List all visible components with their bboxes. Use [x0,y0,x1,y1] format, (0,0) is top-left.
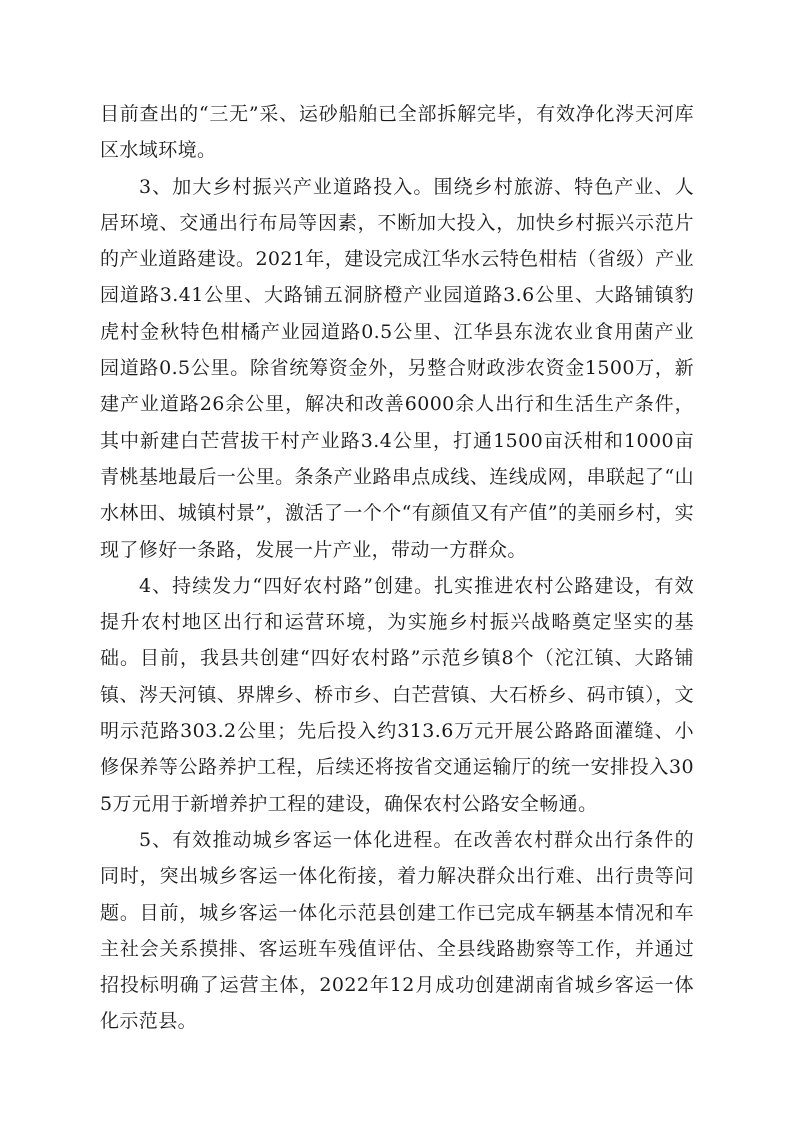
paragraph-continuation: 目前查出的“三无”采、运砂船舶已全部拆解完毕，有效净化涔天河库区水域环境。 [100,103,694,162]
paragraph-rural-roads: 4、持续发力“四好农村路”创建。扎实推进农村公路建设，有效提升农村地区出行和运营环境，为实施乡村振兴战略奠定坚实的基础。目前，我县共创建“四好农村路”示范乡镇8个（沱江镇、大路铺镇、涔天河镇、界牌乡、桥市乡、白芒营镇、大石桥乡、码市镇），文明示范路303.2公里；先后投入约313.6万元开展公路路面灌缝、小修保养等公路养护工程，后续还将按省交通运输厅的统一安排投入305万元用于新增养护工程的建设，确保农村公路安全畅通。 [100,574,694,815]
paragraph-passenger-transport: 5、有效推动城乡客运一体化进程。在改善农村群众出行条件的同时，突出城乡客运一体化衔接，着力解决群众出行难、出行贵等问题。目前，城乡客运一体化示范县创建工作已完成车辆基本情况和车主社会关系摸排、客运班车残值评估、全县线路勘察等工作，并通过招投标明确了运营主体，2022年12月成功创建湖南省城乡客运一体化示范县。 [100,828,694,1033]
document-body [100,96,694,1040]
paragraph-industrial-roads: 3、加大乡村振兴产业道路投入。围绕乡村旅游、特色产业、人居环境、交通出行布局等因素，不断加大投入，加快乡村振兴示范片的产业道路建设。2021年，建设完成江华水云特色柑桔（省级）产业园道路3.41公里、大路铺五洞脐橙产业园道路3.6公里、大路铺镇豹虎村金秋特色柑橘产业园道路0.5公里、江华县东泷农业食用菌产业园道路0.5公里。除省统筹资金外，另整合财政涉农资金1500万，新建产业道路26余公里，解决和改善6000余人出行和生活生产条件，其中新建白芒营拔干村产业路3.4公里，打通1500亩沃柑和1000亩青桃基地最后一公里。条条产业路串点成线、连线成网，串联起了“山水林田、城镇村景”，激活了一个个“有颜值又有产值”的美丽乡村，实现了修好一条路，发展一片产业，带动一方群众。 [100,175,694,561]
